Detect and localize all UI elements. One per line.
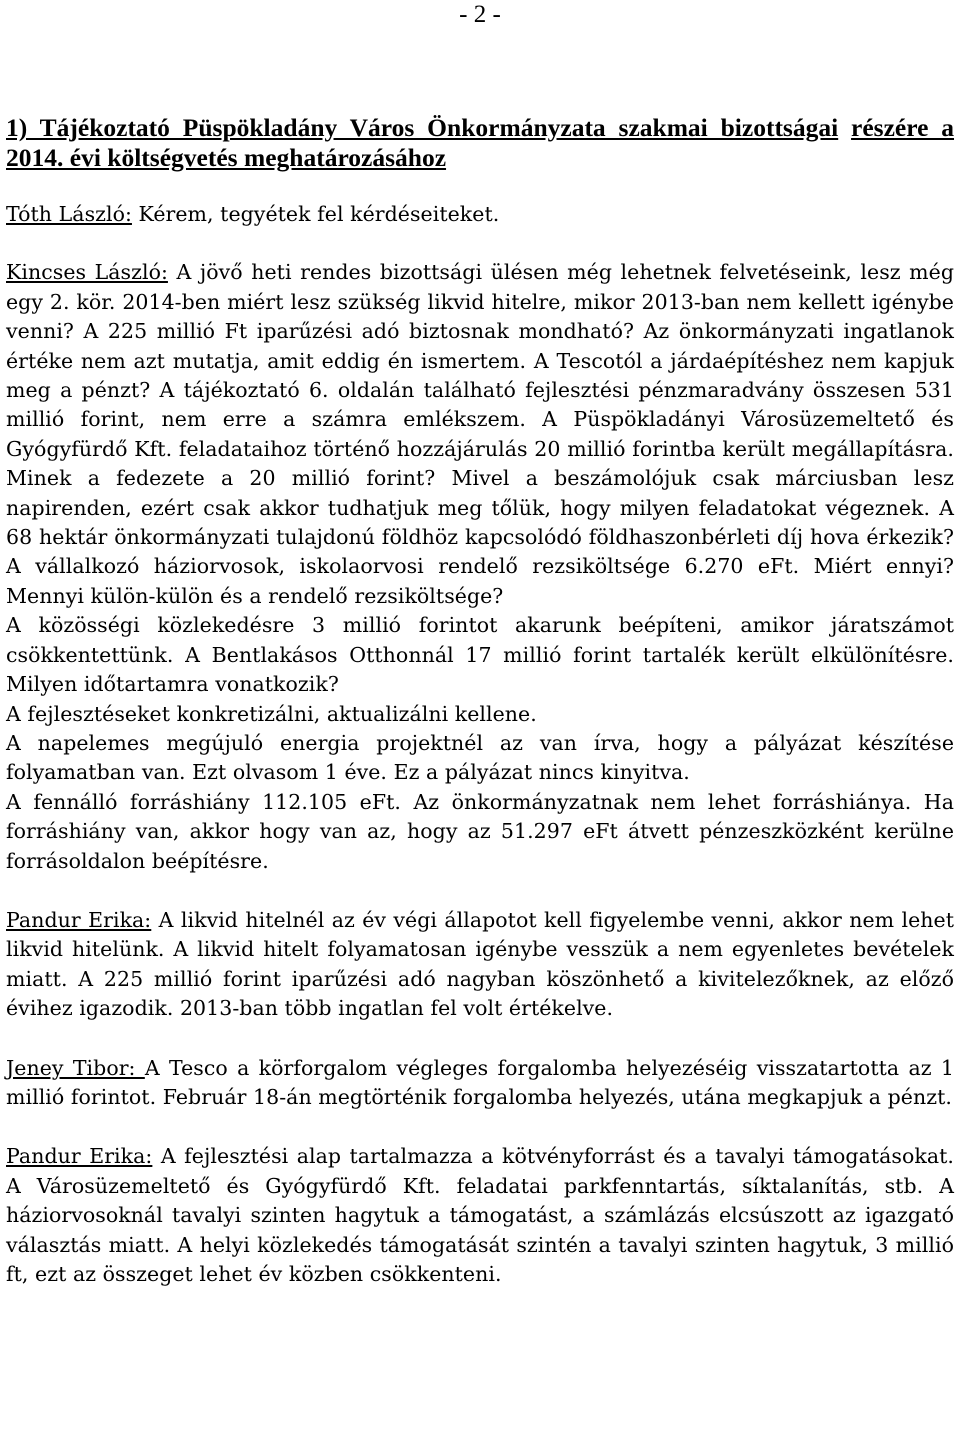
speaker-name: Kincses László: xyxy=(6,260,168,285)
speaker-name: Pandur Erika: xyxy=(6,1144,153,1169)
document-page xyxy=(6,0,954,1289)
entry-text-paragraph: A napelemes megújuló energia projektnél az van írva, hogy a pályázat készítése folyamatban van. Ezt olvasom 1 éve. Ez a pályázat nincs kinyitva. xyxy=(6,730,954,785)
entry-text: A Tesco a körforgalom végleges forgalomba helyezéséig visszatartotta az 1 millió forintot. Február 18-án megtörténik forgalomba helyezés, utána megkapjuk a pénzt. xyxy=(6,1055,954,1109)
entry-pandur-erika-2 xyxy=(6,1142,954,1289)
entry-pandur-erika-1 xyxy=(6,906,954,1024)
entry-text-paragraph: A közösségi közlekedésre 3 millió forintot akarunk beépíteni, amikor járatszámot csökkentettünk. A Bentlakásos Otthonnál 17 millió forint tartalék került elkülönítésre. Milyen időtartamra vonatkozik? xyxy=(6,613,954,697)
entry-text: A fejlesztési alap tartalmazza a kötvényforrást és a tavalyi támogatásokat. A Városüzemeltető és Gyógyfürdő Kft. feladatai parkfenntartás, síktalanítás, stb. A háziorvosoknál tavalyi szinten hagytuk a támogatást, a számlázás elcsúszott az igazgató választás miatt. A helyi közlekedés támogatását szintén a tavalyi szinten hagytuk, 3 millió ft, ezt az összeget lehet év közben csökkenteni. xyxy=(6,1144,954,1286)
section-heading-line-1: 1) Tájékoztató Püspökladány Város Önkormányzata szakmai bizottságai xyxy=(6,113,839,142)
entry-text: Kérem, tegyétek fel kérdéseiteket. xyxy=(131,202,500,226)
entry-text: A jövő heti rendes bizottsági ülésen még lehetnek felvetéseink, lesz még egy 2. kör. 2014-ben miért lesz szükség likvid hitelre, mikor 2013-ban nem kellett igénybe venni? A 225 millió Ft iparűzési adó biztosnak mondható? Az önkormányzati ingatlanok értéke nem azt mutatja, amit eddig én ismertem. A Tescotól a járdaépítéshez nem kapjuk meg a pénzt? A tájékoztató 6. oldalán található fejlesztési pénzmaradvány összesen 531 millió forint, nem erre a számra emlékszem. A Püspökladányi Városüzemeltető és Gyógyfürdő Kft. feladataihoz történő hozzájárulás 20 millió forintba került megállapításra. Minek a fedezete a 20 millió forint? Mivel a beszámolójuk csak márciusban lesz napirenden, ezért csak akkor tudhatjuk meg tőlük, hogy milyen feladatokat végeznek. A 68 hektár önkormányzati tulajdonú földhöz kapcsolódó földhaszonbérleti díj hova érkezik? A vállalkozó háziorvosok, iskolaorvosi rendelő rezsiköltsége 6.270 eFt. Miért ennyi? Mennyi külön-külön és a rendelő rezsiköltsége? xyxy=(6,260,954,608)
speaker-name: Tóth László: xyxy=(6,202,132,226)
section-heading xyxy=(6,113,954,173)
entry-toth-laszlo xyxy=(6,200,954,229)
page-number: - 2 - xyxy=(459,1,501,28)
entry-text-paragraph: A fennálló forráshiány 112.105 eFt. Az önkormányzatnak nem lehet forráshiánya. Ha forráshiány van, akkor hogy van az, hogy az 51.297 eFt átvett pénzeszközként kerülne forrásoldalon beépítésre. xyxy=(6,789,954,873)
entry-kincses-laszlo xyxy=(6,258,954,876)
section-heading-line-2: részére a 2014. évi költségvetés meghatározásához xyxy=(6,113,955,172)
entry-jeney-tibor xyxy=(6,1054,954,1113)
entry-text-paragraph: A fejlesztéseket konkretizálni, aktualizálni kellene. xyxy=(6,701,537,726)
entry-text: A likvid hitelnél az év végi állapotot kell figyelembe venni, akkor nem lehet likvid hitelünk. A likvid hitelt folyamatosan igénybe vesszük a nem egyenletes bevételek miatt. A 225 millió forint iparűzési adó nagyban köszönhető a kivitelezőknek, az előző évihez igazodik. 2013-ban több ingatlan fel volt értékelve. xyxy=(6,907,955,1021)
speaker-name: Jeney Tibor: xyxy=(6,1055,145,1080)
speaker-name: Pandur Erika: xyxy=(6,907,152,932)
